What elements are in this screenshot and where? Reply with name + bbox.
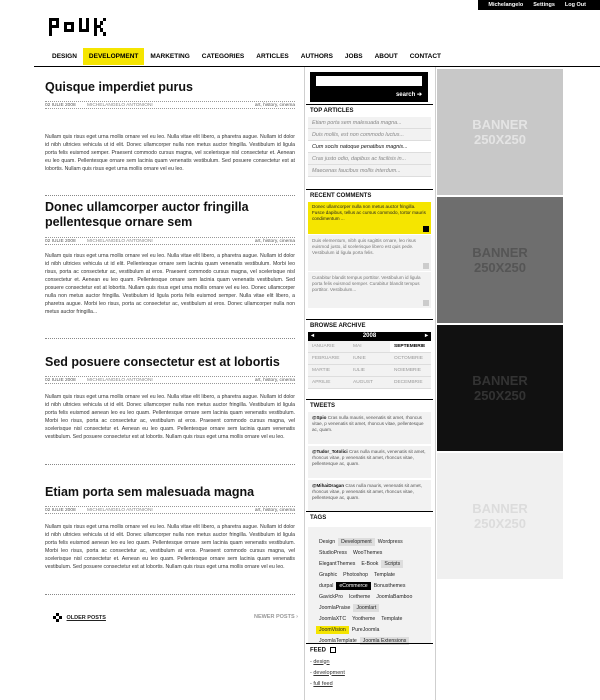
nav-about[interactable]: ABOUT	[374, 53, 398, 60]
tag-link[interactable]: Joomlart	[353, 604, 379, 612]
tag-link[interactable]: Graphic	[319, 572, 338, 578]
post-author[interactable]: MICHELANGELO ANTONIONI	[87, 239, 153, 244]
top-article-item[interactable]: Duis mollis, est non commodo luctus...	[308, 129, 431, 141]
post-date: 02 IULIE 2008	[45, 239, 76, 244]
search-box	[310, 72, 428, 102]
tag-link[interactable]: E-Book	[361, 561, 379, 567]
post-separator	[45, 594, 295, 595]
tweets-title: TWEETS	[310, 403, 335, 409]
banner-label: BANNER 250X250	[472, 117, 528, 147]
post-title[interactable]: Donec ullamcorper auctor fringilla pellentesque ornare sem	[45, 200, 249, 229]
banner-ad[interactable]	[437, 453, 563, 579]
top-articles-widget	[306, 104, 433, 189]
archive-month[interactable]: IULIE	[349, 365, 390, 377]
tag-link[interactable]: Joomla Extensions	[360, 637, 410, 645]
tags-widget	[306, 511, 433, 644]
tweet-user[interactable]: @Spio	[312, 415, 327, 420]
post	[45, 80, 295, 190]
archive-month[interactable]: IUNIE	[349, 353, 390, 365]
archive-month[interactable]: DECEMBRIE	[390, 377, 431, 389]
column-divider	[304, 67, 305, 700]
nav-categories[interactable]: CATEGORIES	[201, 53, 245, 60]
tweet-text: Cras nulla mauris, venenatis sit amet, rhoncus vitae, p venenatis sit amet, rhoncus vitae, pellentesque ac, quam.	[312, 449, 426, 466]
recent-comments-title: RECENT COMMENTS	[310, 193, 372, 199]
post-date: 02 IULIE 2008	[45, 103, 76, 108]
nav-marketing[interactable]: MARKETING	[150, 53, 190, 60]
tags-title: TAGS	[310, 515, 327, 521]
post-date: 02 IULIE 2008	[45, 508, 76, 513]
tag-link[interactable]: Photoshop	[343, 572, 368, 578]
feed-link[interactable]: - development	[310, 669, 345, 676]
tag-link[interactable]: JoomVision	[316, 626, 349, 634]
archive-month[interactable]: IANUARIE	[308, 341, 349, 353]
tweets-widget	[306, 399, 433, 509]
post-categories[interactable]: art, history, cinema	[254, 378, 295, 383]
post-meta	[45, 101, 295, 109]
post-list	[34, 67, 304, 700]
logout-link[interactable]: Log Out	[564, 2, 586, 8]
tag-link[interactable]: durpal	[319, 583, 334, 589]
logo-icon	[49, 18, 111, 36]
comment-item[interactable]	[308, 272, 431, 308]
archive-month[interactable]: FEBRUARIE	[308, 353, 349, 365]
nav-development[interactable]: DEVELOPMENT	[83, 48, 144, 65]
tag-link[interactable]: Template	[381, 616, 403, 622]
feed-title	[306, 644, 433, 654]
tweet-user[interactable]: @Tudor_Totolici	[312, 449, 348, 454]
arrow-icon	[423, 263, 429, 269]
tweet-user[interactable]: @MihaiDragan	[312, 483, 345, 488]
tweet-text: Cras nulla mauris, venenatis sit amet, rhoncus vitae, p venenatis sit amet, rhoncus vitae, pellentesque ac, quam.	[312, 483, 422, 500]
comment-item[interactable]	[308, 235, 431, 271]
tag-link[interactable]: Template	[373, 572, 396, 578]
tag-link[interactable]: Development	[338, 538, 375, 546]
post	[45, 485, 295, 615]
post-separator	[45, 464, 295, 465]
post-title[interactable]: Etiam porta sem malesuada magna	[45, 485, 255, 499]
tweet-item[interactable]	[308, 446, 431, 478]
search-label: search	[395, 92, 416, 98]
search-button[interactable]: search ➔	[395, 92, 422, 98]
post-categories[interactable]: art, history, cinema	[254, 239, 295, 244]
post-author[interactable]: MICHELANGELO ANTONIONI	[87, 508, 153, 513]
tag-link[interactable]: JoomlaXTC	[319, 616, 347, 622]
post-title[interactable]: Quisque imperdiet purus	[45, 80, 193, 94]
comment-item[interactable]	[308, 202, 431, 234]
post-author[interactable]: MICHELANGELO ANTONIONI	[87, 378, 153, 383]
tag-link[interactable]: ElegantThemes	[319, 561, 356, 567]
post	[45, 200, 295, 340]
post-separator	[45, 195, 295, 196]
tag-link[interactable]: JoomlaPraise	[319, 605, 351, 611]
archive-month[interactable]: NOIEMBRIE	[390, 365, 431, 377]
archive-widget	[306, 319, 433, 399]
arrow-left-icon	[53, 613, 62, 622]
archive-month[interactable]: MAI	[349, 341, 390, 353]
nav-articles[interactable]: ARTICLES	[256, 53, 289, 60]
archive-month[interactable]: APRILIE	[308, 377, 349, 389]
older-posts-label: OLDER POSTS	[66, 614, 106, 621]
tag-link[interactable]: Bonusthemes	[373, 583, 406, 589]
archive-title: BROWSE ARCHIVE	[310, 323, 366, 329]
comment-text: Curabitur blandit tempus porttitor. Vestibulum id ligula porta felis euismod semper. Curabitur blandit tempus porttitor. Vestibulum...	[312, 275, 421, 292]
feed-widget	[306, 643, 433, 700]
search-input[interactable]	[316, 76, 422, 86]
archive-year-bar	[308, 332, 431, 341]
top-article-item[interactable]: Maecenas faucibus mollis interdum...	[308, 165, 431, 177]
post-author[interactable]: MICHELANGELO ANTONIONI	[87, 103, 153, 108]
post-excerpt: Nullam quis risus eget urna mollis ornare vel eu leo. Nulla vitae elit libero, a pharetra augue. Nullam id dolor id nibh ultricies vehicula ut id elit. Pellentesque ornare sem lacinia quam venenatis vestibulum. Morbi leo risus, porta ac consectetur ac, vestibulum at eros. Praesent commodo cursus magna, vel scelerisque nisl consectetur et. Aenean eu leo quam. Pellentesque ornare sem lacinia quam venenatis vestibulum. Sed posuere consectetur est at lobortis. Nullam quis risus eget urna mollis ornare vel eu leo. Donec ullamcorper nulla non metus auctor fringilla. Vestibulum id ligula porta felis euismod semper. Nulla vitae elit libero, a pharetra augue. Morbi leo risus, porta ac consectetur ac, vestibulum at eros. Donec ullamcorper nulla non metus auctor fringilla...	[45, 253, 295, 315]
post-date: 02 IULIE 2008	[45, 378, 76, 383]
tweet-text: Cras nulla mauris, venenatis sit amet, rhoncus vitae, p venenatis sit amet, rhoncus vitae, pellentesque ac, quam.	[312, 415, 424, 432]
banner-ad[interactable]	[437, 197, 563, 323]
tag-link[interactable]: GavickPro	[319, 594, 343, 600]
tag-link[interactable]: JoomlaTemplate	[319, 638, 357, 644]
tag-link[interactable]: Yootheme	[352, 616, 376, 622]
archive-month[interactable]: AUGUST	[349, 377, 390, 389]
next-year-button[interactable]: ▸	[424, 333, 428, 339]
comment-text: Donec ullamcorper nulla non metus auctor fringilla. Fusce dapibus, tellus ac cursus commodo, tortor mauris condimentum ...	[312, 204, 426, 221]
rss-icon[interactable]	[330, 647, 336, 653]
top-article-item[interactable]: Cum sociis natoque penatibus magnis...	[308, 141, 431, 153]
banner-ad[interactable]	[437, 325, 563, 451]
post-meta	[45, 237, 295, 245]
post-excerpt: Nullam quis risus eget urna mollis ornare vel eu leo. Nulla vitae elit libero, a pharetra augue. Nullam id dolor id nibh ultricies vehicula ut id elit. Donec ullamcorper nulla non metus auctor fringilla. Vestibulum id ligula porta felis euismod aenean leo eu leo quam. Pellentesque ornare sem lacinia quam venenatis vestibulum. Morbi leo risus, porta ac consectetur ac, vestibulum at eros. Praesent commodo cursus magna, vel scelerisque nisl consectetur et. Aenean eu leo quam. Pellentesque ornare sem lacinia quam venenatis vestibulum. Sed posuere consectetur est at lobortis. Nullam quis risus eget urna mollis ornare vel eu leo.	[45, 394, 295, 440]
prev-year-button[interactable]: ◂	[311, 333, 315, 339]
post-excerpt: Nullam quis risus eget urna mollis ornare vel eu leo. Nulla vitae elit libero, a pharetra augue. Nullam id dolor id nibh ultricies vehicula ut id elit. Donec ullamcorper nulla non metus auctor fringilla. Vestibulum id ligula porta felis euismod semper. Praesent commodo cursus magna, vel scelerisque nisl consectetur et. Aenean eu leo quam. Pellentesque ornare sem lacinia quam venenatis vestibulum. Sed posuere consectetur est at lobortis. Nullam quis risus eget urna mollis ornare vel eu leo.	[45, 134, 295, 172]
post-title[interactable]: Sed posuere consectetur est at lobortis	[45, 355, 280, 369]
post-categories[interactable]: art, history, cinema	[254, 103, 295, 108]
archive-months	[308, 341, 431, 389]
top-article-item[interactable]: Cras justo odio, dapibus ac facilisis in...	[308, 153, 431, 165]
top-articles-title: TOP ARTICLES	[310, 108, 354, 114]
newer-posts-label: NEWER POSTS	[253, 614, 295, 620]
tweet-item[interactable]	[308, 480, 431, 512]
tweet-item[interactable]	[308, 412, 431, 444]
feed-label: FEED	[310, 647, 327, 654]
tag-link[interactable]: Scripts	[381, 560, 403, 568]
nav-authors[interactable]: AUTHORS	[300, 53, 333, 60]
recent-comments-widget	[306, 189, 433, 319]
banner-label: BANNER 250X250	[472, 245, 528, 275]
post-excerpt: Nullam quis risus eget urna mollis ornare vel eu leo. Nulla vitae elit libero, a pharetra augue. Nullam id dolor id nibh ultricies vehicula ut id elit. Donec ullamcorper nulla non metus auctor fringilla. Vestibulum id ligula porta felis euismod aenean leo eu leo quam. Pellentesque ornare sem lacinia quam venenatis vestibulum. Morbi leo risus, porta ac consectetur ac, vestibulum at eros. Praesent commodo cursus magna, vel scelerisque nisl consectetur et. Aenean eu leo quam. Pellentesque ornare sem lacinia quam venenatis vestibulum. Sed posuere consectetur est at lobortis. Nullam quis risus eget urna mollis ornare vel eu leo.	[45, 524, 295, 570]
tag-link[interactable]: StudioPress	[319, 550, 347, 556]
post	[45, 355, 295, 485]
tag-link[interactable]: JoomlaBamboo	[376, 594, 413, 600]
banner-ad[interactable]	[437, 69, 563, 195]
banner-label: BANNER 250X250	[472, 501, 528, 531]
archive-month[interactable]: MARTIE	[308, 365, 349, 377]
arrow-icon	[423, 300, 429, 306]
main-nav	[46, 48, 447, 65]
tag-link[interactable]: Icetheme	[348, 594, 371, 600]
site-logo[interactable]	[49, 17, 111, 41]
post-meta	[45, 506, 295, 514]
tag-link[interactable]: Wordpress	[377, 539, 403, 545]
tag-link[interactable]: Design	[319, 539, 336, 545]
top-article-item[interactable]: Etiam porta sem malesuada magna...	[308, 117, 431, 129]
settings-link[interactable]: Settings	[533, 2, 555, 8]
tag-link[interactable]: PureJoomla	[351, 627, 380, 633]
newer-posts-link[interactable]: NEWER POSTS ›	[253, 614, 298, 620]
sidebar	[306, 67, 434, 700]
column-divider	[435, 67, 436, 700]
feed-link[interactable]: - design	[310, 658, 330, 665]
post-categories[interactable]: art, history, cinema	[254, 508, 295, 513]
archive-month[interactable]: SEPTEMBRIE	[390, 341, 431, 353]
older-posts-link[interactable]	[53, 613, 106, 622]
user-link[interactable]: Michelangelo	[488, 2, 524, 8]
archive-year: 2008	[362, 333, 377, 339]
user-bar	[478, 0, 600, 10]
arrow-icon	[423, 226, 429, 232]
archive-month[interactable]: OCTOMBRIE	[390, 353, 431, 365]
nav-design[interactable]: DESIGN	[52, 53, 77, 60]
tag-link[interactable]: WooThemes	[352, 550, 383, 556]
post-separator	[45, 338, 295, 339]
banner-label: BANNER 250X250	[472, 373, 528, 403]
nav-jobs[interactable]: JOBS	[344, 53, 363, 60]
tag-link[interactable]: eCommerce	[336, 582, 370, 590]
post-meta	[45, 376, 295, 384]
comment-text: Duis elementum, nibh quis sagittis ornare, leo risus euismod justo, id scelerisque libero est quis pede. Vestibulum id ligula porta felis.	[312, 238, 416, 255]
nav-contact[interactable]: CONTACT	[409, 53, 442, 60]
feed-link[interactable]: - full feed	[310, 680, 333, 687]
